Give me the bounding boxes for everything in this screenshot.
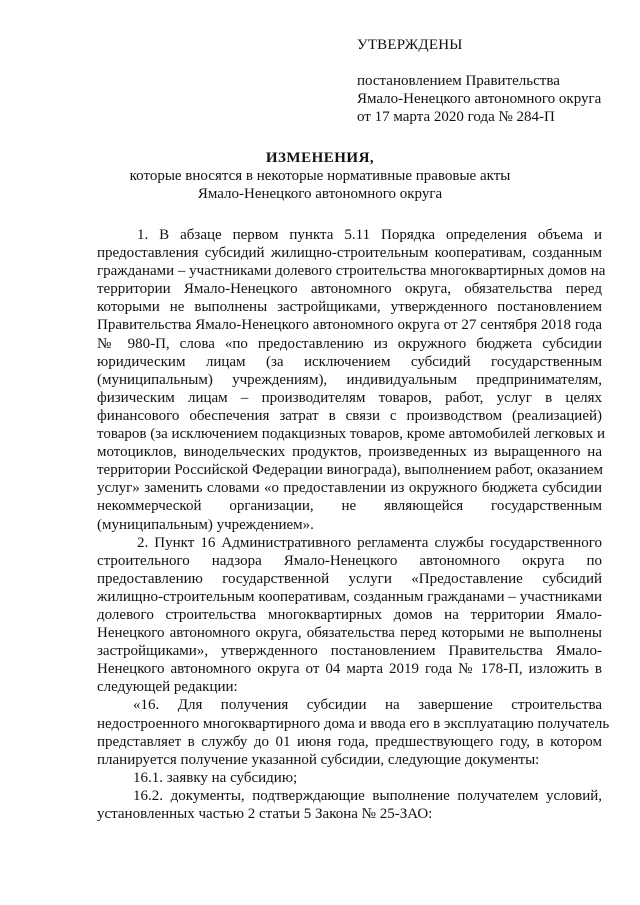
paragraph-line: физическим лицам – производителям товаров, работ, услуг в целях — [97, 389, 602, 406]
paragraph-line: жилищно-строительным кооперативам, созданным гражданами – участниками — [97, 588, 602, 605]
paragraph-line: следующей редакции: — [97, 679, 238, 696]
paragraph-line: территории Ямало-Ненецкого автономного округа, обязательства перед — [97, 281, 602, 298]
paragraph-line: Ненецкого автономного округа от 04 марта 2019 года № 178-П, изложить в — [97, 661, 602, 678]
paragraph-line: установленных частью 2 статьи 5 Закона № 25-ЗАО: — [97, 806, 433, 822]
paragraph-line: предоставления субсидий жилищно-строительным кооперативам, созданным — [97, 245, 602, 262]
approval-heading: УТВЕРЖДЕНЫ — [357, 37, 463, 53]
paragraph-line: территории Российской Федерации винограда), выполнением работ, оказанием — [97, 462, 604, 479]
paragraph-line: (муниципальным) учреждениям), индивидуальным предпринимателям, — [97, 371, 602, 388]
approval-line: Ямало-Ненецкого автономного округа — [357, 91, 602, 107]
paragraph-line: 2. Пункт 16 Административного регламента службы государственного — [137, 534, 602, 551]
paragraph-line: 1. В абзаце первом пункта 5.11 Порядка определения объема и — [137, 227, 602, 243]
paragraph-line: предоставлению государственной услуги «Предоставление субсидий — [97, 570, 602, 587]
paragraph-line: (муниципальным) учреждением». — [97, 516, 314, 533]
paragraph-line: некоммерческой организации, не являющейся государственным — [97, 498, 602, 515]
paragraph-line: Правительства Ямало-Ненецкого автономного округа от 27 сентября 2018 года — [97, 317, 602, 334]
paragraph-line: недостроенного многоквартирного дома и ввода его в эксплуатацию получатель — [97, 715, 610, 732]
approval-line: постановлением Правительства — [357, 73, 560, 89]
paragraph-line: строительного надзора Ямало-Ненецкого автономного округа по — [97, 552, 602, 569]
paragraph-line: «16. Для получения субсидии на завершение строительства — [133, 697, 602, 714]
paragraph-line: представляет в службу до 01 июня года, предшествующего году, в котором — [97, 733, 602, 750]
paragraph-line: 16.1. заявку на субсидию; — [133, 769, 298, 786]
document-title — [110, 149, 530, 203]
paragraph-line: юридическим лицам (за исключением субсидий государственным — [97, 353, 602, 370]
paragraph-line: долевого строительства многоквартирных домов на территории Ямало- — [97, 606, 602, 623]
title-main: ИЗМЕНЕНИЯ, — [265, 150, 375, 166]
approval-line: от 17 марта 2020 года № 284-П — [357, 109, 555, 125]
title-line: Ямало-Ненецкого автономного округа — [197, 186, 443, 202]
paragraph-line: мотоциклов, винодельческих продуктов, произведенных из выращенного на — [97, 444, 602, 461]
paragraph-line: 16.2. документы, подтверждающие выполнение получателем условий, — [133, 787, 602, 804]
paragraph-line: финансового обеспечения затрат в связи с производством (реализацией) — [97, 407, 602, 424]
paragraph-line: гражданами – участниками долевого строительства многоквартирных домов на — [97, 263, 606, 280]
paragraph-line: товаров (за исключением подакцизных товаров, кроме автомобилей легковых и — [97, 426, 605, 443]
paragraph-line: услуг» заменить словами «о предоставлении из окружного бюджета субсидии — [97, 480, 602, 497]
paragraph-line: планируется получение указанной субсидии, следующие документы: — [97, 751, 540, 768]
approval-block — [357, 36, 601, 126]
paragraph-line: № 980-П, слова «по предоставлению из окружного бюджета субсидии — [97, 335, 602, 352]
title-line: которые вносятся в некоторые нормативные правовые акты — [129, 168, 511, 184]
paragraph-line: застройщиками», утвержденного постановлением Правительства Ямало- — [97, 643, 602, 660]
document-body — [97, 226, 610, 823]
paragraph-line: которыми не выполнены застройщиками, утвержденного постановлением — [97, 299, 602, 316]
paragraph-line: Ненецкого автономного округа, обязательства перед которыми не выполнены — [97, 625, 602, 642]
